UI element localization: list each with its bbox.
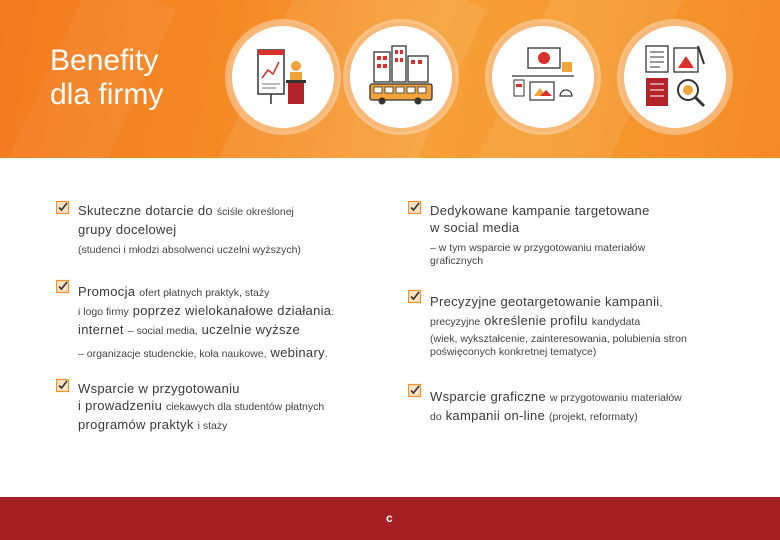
documents-magnifier-icon bbox=[638, 40, 712, 114]
benefit-social-campaigns bbox=[430, 202, 750, 268]
checkbox-icon bbox=[56, 200, 71, 215]
benefit-detail: i staży bbox=[197, 420, 228, 432]
benefit-main: grupy docelowej bbox=[78, 222, 177, 237]
presentation-board-circle bbox=[228, 22, 338, 132]
marketing-tools-circle bbox=[488, 22, 598, 132]
marketing-tools-icon bbox=[506, 40, 580, 114]
benefit-note: – w tym wsparcie w przygotowaniu materiałów bbox=[430, 242, 646, 254]
benefit-promotion bbox=[78, 283, 388, 363]
benefit-detail: – social media, bbox=[127, 325, 198, 337]
benefit-detail: i logo firmy bbox=[78, 306, 129, 318]
benefit-detail: : bbox=[331, 306, 335, 318]
benefit-graphic-support bbox=[430, 388, 760, 426]
benefit-main: kampanii on-line bbox=[445, 408, 546, 423]
benefit-note: graficznych bbox=[430, 255, 484, 267]
benefit-main: Skuteczne dotarcie do bbox=[78, 203, 213, 218]
benefit-detail: . bbox=[324, 348, 328, 360]
benefit-main: poprzez wielokanałowe działania bbox=[132, 303, 332, 318]
title-line-1: Benefity bbox=[50, 44, 159, 77]
benefit-main: Wsparcie graficzne bbox=[430, 389, 546, 404]
checkbox-icon bbox=[56, 378, 71, 393]
page-title bbox=[50, 44, 230, 112]
benefit-detail: precyzyjne bbox=[430, 316, 481, 328]
presentation-board-icon bbox=[246, 40, 320, 114]
benefit-detail: ściśle określonej bbox=[216, 206, 294, 218]
benefit-detail: (projekt, reformaty) bbox=[549, 411, 638, 423]
benefit-main: Promocja bbox=[78, 284, 136, 299]
title-line-2: dla firmy bbox=[50, 78, 164, 111]
benefit-main: określenie profilu bbox=[484, 313, 588, 328]
benefit-detail: , bbox=[659, 297, 663, 309]
benefit-main: Dedykowane kampanie targetowane bbox=[430, 203, 650, 218]
checkbox-icon bbox=[408, 200, 423, 215]
benefit-main: w social media bbox=[430, 220, 520, 235]
footer-bar bbox=[0, 497, 780, 540]
checkbox-icon bbox=[56, 279, 71, 294]
footer-letter: c bbox=[386, 511, 393, 525]
benefit-detail: ofert płatnych praktyk, staży bbox=[139, 287, 270, 299]
benefit-main: programów praktyk bbox=[78, 417, 194, 432]
benefit-note: (studenci i młodzi absolwenci uczelni wyższych) bbox=[78, 244, 301, 256]
documents-magnifier-circle bbox=[620, 22, 730, 132]
benefit-detail: kandydata bbox=[591, 316, 641, 328]
benefit-note: (wiek, wykształcenie, zainteresowania, polubienia stron bbox=[430, 333, 687, 345]
benefit-detail: w przygotowaniu materiałów bbox=[549, 392, 682, 404]
benefit-main: Wsparcie w przygotowaniu bbox=[78, 381, 240, 396]
benefit-detail: do bbox=[430, 411, 442, 423]
benefit-main: uczelnie wyższe bbox=[201, 322, 301, 337]
city-bus-circle bbox=[346, 22, 456, 132]
city-bus-icon bbox=[364, 40, 438, 114]
benefit-main: internet bbox=[78, 322, 124, 337]
benefit-geotargeting bbox=[430, 293, 760, 359]
benefit-note: poświęconych konkretnej tematyce) bbox=[430, 346, 597, 358]
checkbox-icon bbox=[408, 383, 423, 398]
benefit-detail: ciekawych dla studentów płatnych bbox=[166, 401, 325, 413]
benefit-targeting bbox=[78, 202, 378, 257]
benefit-main: Precyzyjne geotargetowanie kampanii bbox=[430, 294, 660, 309]
checkbox-icon bbox=[408, 289, 423, 304]
benefit-main: webinary bbox=[270, 345, 325, 360]
benefit-internship-support bbox=[78, 380, 388, 435]
benefit-main: i prowadzeniu bbox=[78, 398, 163, 413]
benefit-detail: – organizacje studenckie, koła naukowe, bbox=[78, 348, 267, 360]
